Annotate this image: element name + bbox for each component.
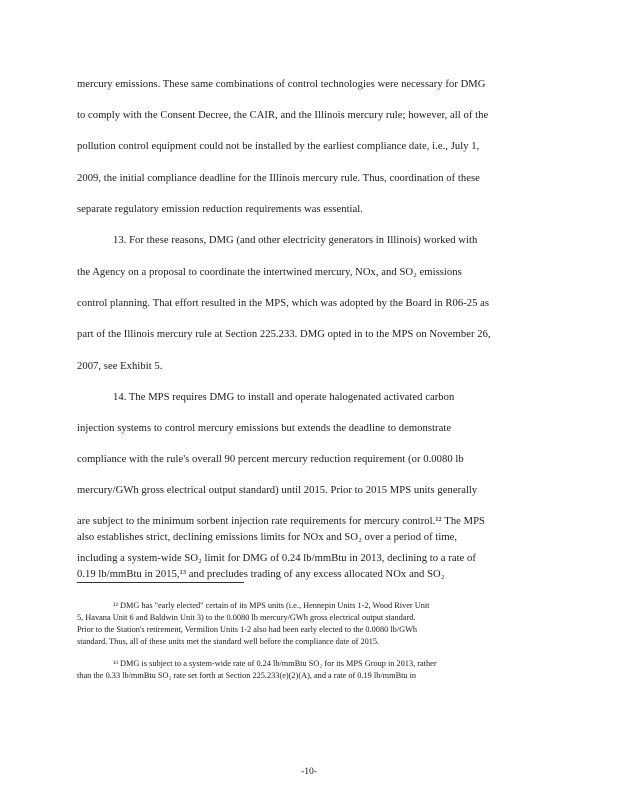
footnote-12-line-2: 5, Havana Unit 6 and Baldwin Unit 3) to the 0.0080 lb mercury/GWh gross electrical output standard. [77, 613, 416, 622]
footnote-13-line-2: than the 0.33 lb/mmBtu SO₂ rate set forth at Section 225.233(e)(2)(A), and a rate of 0.19 lb/mmBtu in [77, 671, 417, 680]
footnote-separator [77, 582, 244, 583]
body-line-16: also establishes strict, declining emissions limits for NOx and SO₂ over a period of time, [77, 532, 458, 543]
page-number: -10- [301, 766, 317, 777]
body-line-17: including a system-wide SO₂ limit for DMG of 0.24 lb/mmBtu in 2013, declining to a rate of [77, 553, 476, 564]
paragraph-13-start: 13. For these reasons, DMG (and other electricity generators in Illinois) worked with [113, 235, 478, 246]
body-line-14: mercury/GWh gross electrical output standard) until 2015. Prior to 2015 MPS units generally [77, 485, 478, 496]
body-line-1: mercury emissions. These same combinations of control technologies were necessary for DMG [77, 79, 486, 90]
body-line-7: the Agency on a proposal to coordinate the intertwined mercury, NOx, and SO₂ emissions [77, 267, 462, 278]
body-line-15: are subject to the minimum sorbent injection rate requirements for mercury control.¹² The MPS [77, 516, 485, 527]
body-line-3: pollution control equipment could not be installed by the earliest compliance date, i.e., July 1, [77, 141, 480, 152]
body-line-2: to comply with the Consent Decree, the CAIR, and the Illinois mercury rule; however, all of the [77, 110, 489, 121]
body-line-8: control planning. That effort resulted in the MPS, which was adopted by the Board in R06-25 as [77, 298, 490, 309]
paragraph-14-start: 14. The MPS requires DMG to install and operate halogenated activated carbon [113, 392, 455, 403]
footnote-12-line-4: standard. Thus, all of these units met the standard well before the compliance date of 2015. [77, 637, 380, 646]
body-line-5: separate regulatory emission reduction requirements was essential. [77, 204, 363, 215]
body-line-12: injection systems to control mercury emissions but extends the deadline to demonstrate [77, 423, 452, 434]
footnote-12-line-3: Prior to the Station's retirement, Vermilion Units 1-2 also had been early elected to the 0.0080 lb/GWh [77, 625, 418, 634]
body-line-4: 2009, the initial compliance deadline for the Illinois mercury rule. Thus, coordination of these [77, 173, 480, 184]
footnote-13-line-1: ¹³ DMG is subject to a system-wide rate of 0.24 lb/mmBtu SO₂ for its MPS Group in 2013, rather [113, 659, 437, 668]
footnote-12-line-1: ¹² DMG has "early elected" certain of its MPS units (i.e., Hennepin Units 1-2, Wood River Unit [113, 601, 430, 610]
body-line-18: 0.19 lb/mmBtu in 2015,¹³ and precludes trading of any excess allocated NOx and SO₂ [77, 569, 445, 580]
body-line-10: 2007, see Exhibit 5. [77, 361, 163, 372]
body-line-9: part of the Illinois mercury rule at Section 225.233. DMG opted in to the MPS on November 26, [77, 329, 491, 340]
body-line-13: compliance with the rule's overall 90 percent mercury reduction requirement (or 0.0080 lb [77, 454, 464, 465]
